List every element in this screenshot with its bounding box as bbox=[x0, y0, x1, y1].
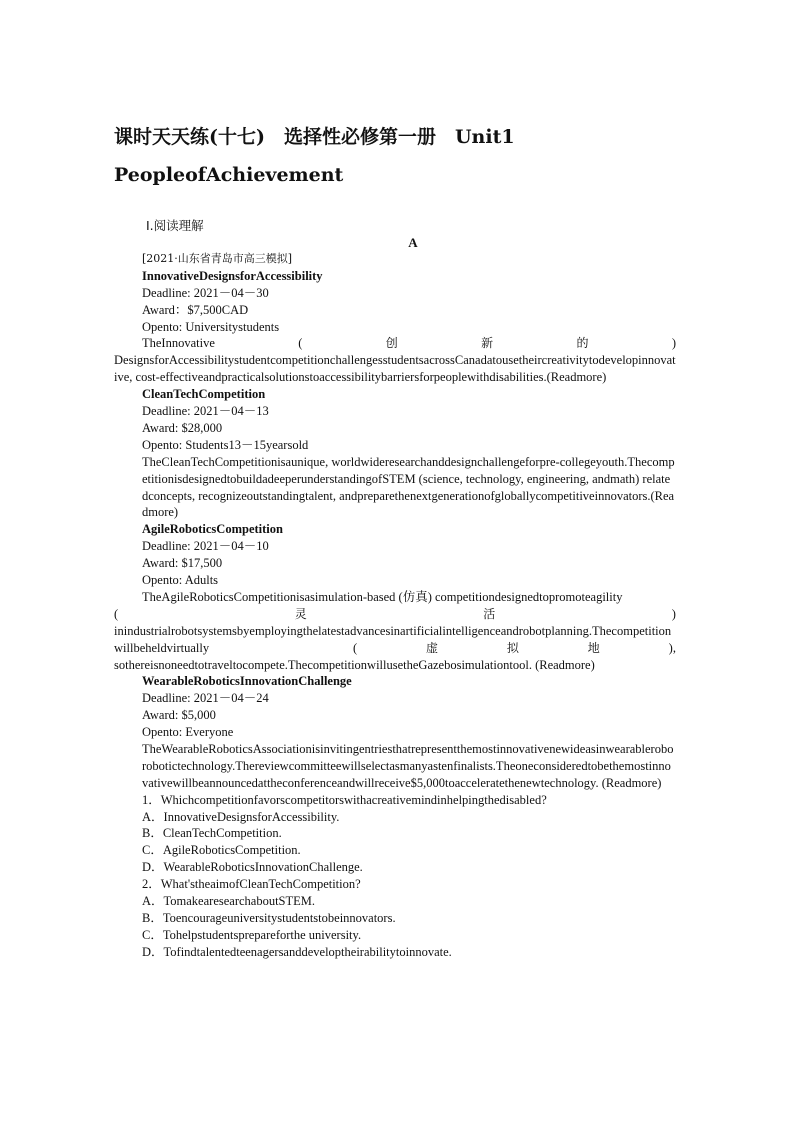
deadline: Deadline: 2021－04－24 bbox=[142, 691, 269, 706]
answer-option: A．TomakearesearchaboutSTEM. bbox=[142, 894, 316, 909]
competition-name: CleanTechCompetition bbox=[142, 387, 266, 402]
desc-word: ( bbox=[353, 640, 358, 655]
description-first-line: TheAgileRoboticsCompetitionisasimulation-based (仿真) competitiondesignedtopromoteagility bbox=[142, 589, 623, 604]
award: Award：$7,500CAD bbox=[142, 302, 249, 317]
question-stem: 1．Whichcompetitionfavorscompetitorswithacreativemindinhelpingthedisabled? bbox=[142, 792, 547, 807]
desc-word: 地 bbox=[587, 640, 600, 655]
competition-name: InnovativeDesignsforAccessibility bbox=[142, 268, 323, 283]
description-text: DesignsforAccessibilitystudentcompetitionchallengesstudentsacrossCanadatousetheircreativitytodevelopinnovative, cost-effectiveandpracticalsolutionstoaccessibilitybarriersforpeoplewithdisabilities.(Readmore) bbox=[114, 353, 676, 385]
desc-word: 活 bbox=[483, 606, 496, 621]
description-text: sothereisnoneedtotraveltocompete.ThecompetitionwillusetheGazebosimulationtool. (Readmore) bbox=[114, 657, 595, 672]
answer-option: B．CleanTechCompetition. bbox=[142, 826, 282, 841]
desc-word: ), bbox=[668, 640, 676, 655]
page-title-line2: PeopleofAchievement bbox=[114, 164, 344, 186]
desc-word: 新 bbox=[481, 336, 494, 351]
question-stem: 2．What'stheaimofCleanTechCompetition? bbox=[142, 877, 361, 892]
answer-option: D．Tofindtalentedteenagersanddeveloptheirabilitytoinnovate. bbox=[142, 944, 452, 959]
source-note: [2021·山东省青岛市高三模拟] bbox=[142, 252, 293, 265]
description-first-line bbox=[114, 335, 676, 352]
answer-option: C．Tohelpstudentsprepareforthe university. bbox=[142, 927, 362, 942]
description-text: TheCleanTechCompetitionisaunique, worldwideresearchanddesignchallengeforpre-collegeyouth.ThecompetitionisdesignedtobuildadeeperunderstandingofSTEM (science, technology, engineering, andmath) relatedconcepts, recognizeoutstandingtalent, andpreparethenextgenerationofgloballycompetitiveinnovators.(Readmore) bbox=[142, 454, 675, 520]
answer-option: C．AgileRoboticsCompetition. bbox=[142, 843, 301, 858]
desc-word: ) bbox=[671, 606, 676, 621]
desc-word: 拟 bbox=[506, 640, 519, 655]
award: Award: $17,500 bbox=[142, 556, 223, 571]
open-to: Opento: Universitystudents bbox=[142, 319, 280, 334]
answer-option: B．Toencourageuniversitystudentstobeinnovators. bbox=[142, 910, 396, 925]
desc-word: 灵 bbox=[294, 606, 307, 621]
open-to: Opento: Everyone bbox=[142, 725, 234, 740]
deadline: Deadline: 2021－04－10 bbox=[142, 539, 269, 554]
section-label: Ⅰ.阅读理解 bbox=[146, 218, 204, 233]
desc-word: ( bbox=[114, 606, 119, 621]
open-to: Opento: Adults bbox=[142, 573, 219, 588]
desc-word: 虚 bbox=[426, 640, 439, 655]
competition-name: WearableRoboticsInnovationChallenge bbox=[142, 674, 352, 689]
competition-name: AgileRoboticsCompetition bbox=[142, 522, 283, 537]
open-to: Opento: Students13－15yearsold bbox=[142, 437, 309, 452]
desc-word: 创 bbox=[385, 336, 398, 351]
description-paren-line bbox=[114, 606, 676, 623]
desc-word: ) bbox=[671, 336, 676, 351]
description-text: inindustrialrobotsystemsbyemployingthelatestadvancesinartificialintelligenceandrobotplanning.Thecompetitionwillbeheldvirtually bbox=[114, 623, 672, 655]
award: Award: $28,000 bbox=[142, 420, 223, 435]
deadline: Deadline: 2021－04－13 bbox=[142, 404, 269, 419]
page-title-line1: 课时天天练(十七) 选择性必修第一册 Unit1 bbox=[114, 126, 515, 148]
desc-word: 的 bbox=[576, 336, 589, 351]
passage-label: A bbox=[408, 235, 418, 250]
passage-body bbox=[114, 251, 676, 961]
award: Award: $5,000 bbox=[142, 708, 216, 723]
desc-word: TheInnovative bbox=[142, 336, 215, 351]
description-text: TheWearableRoboticsAssociationisinvitingentriesthatrepresentthemostinnovativenewideasinwearableroborobotictechnology.Thereviewcommitteewillselectasmanyastenfinalists.Theoneconsideredtobethemostinnovativewillbeannouncedattheconferenceandwillreceive$5,000toacceleratethenewtechnology. (Readmore) bbox=[142, 741, 674, 790]
deadline: Deadline: 2021－04－30 bbox=[142, 285, 269, 300]
answer-option: D．WearableRoboticsInnovationChallenge. bbox=[142, 860, 363, 875]
desc-word: ( bbox=[298, 336, 303, 351]
answer-option: A．InnovativeDesignsforAccessibility. bbox=[142, 809, 340, 824]
